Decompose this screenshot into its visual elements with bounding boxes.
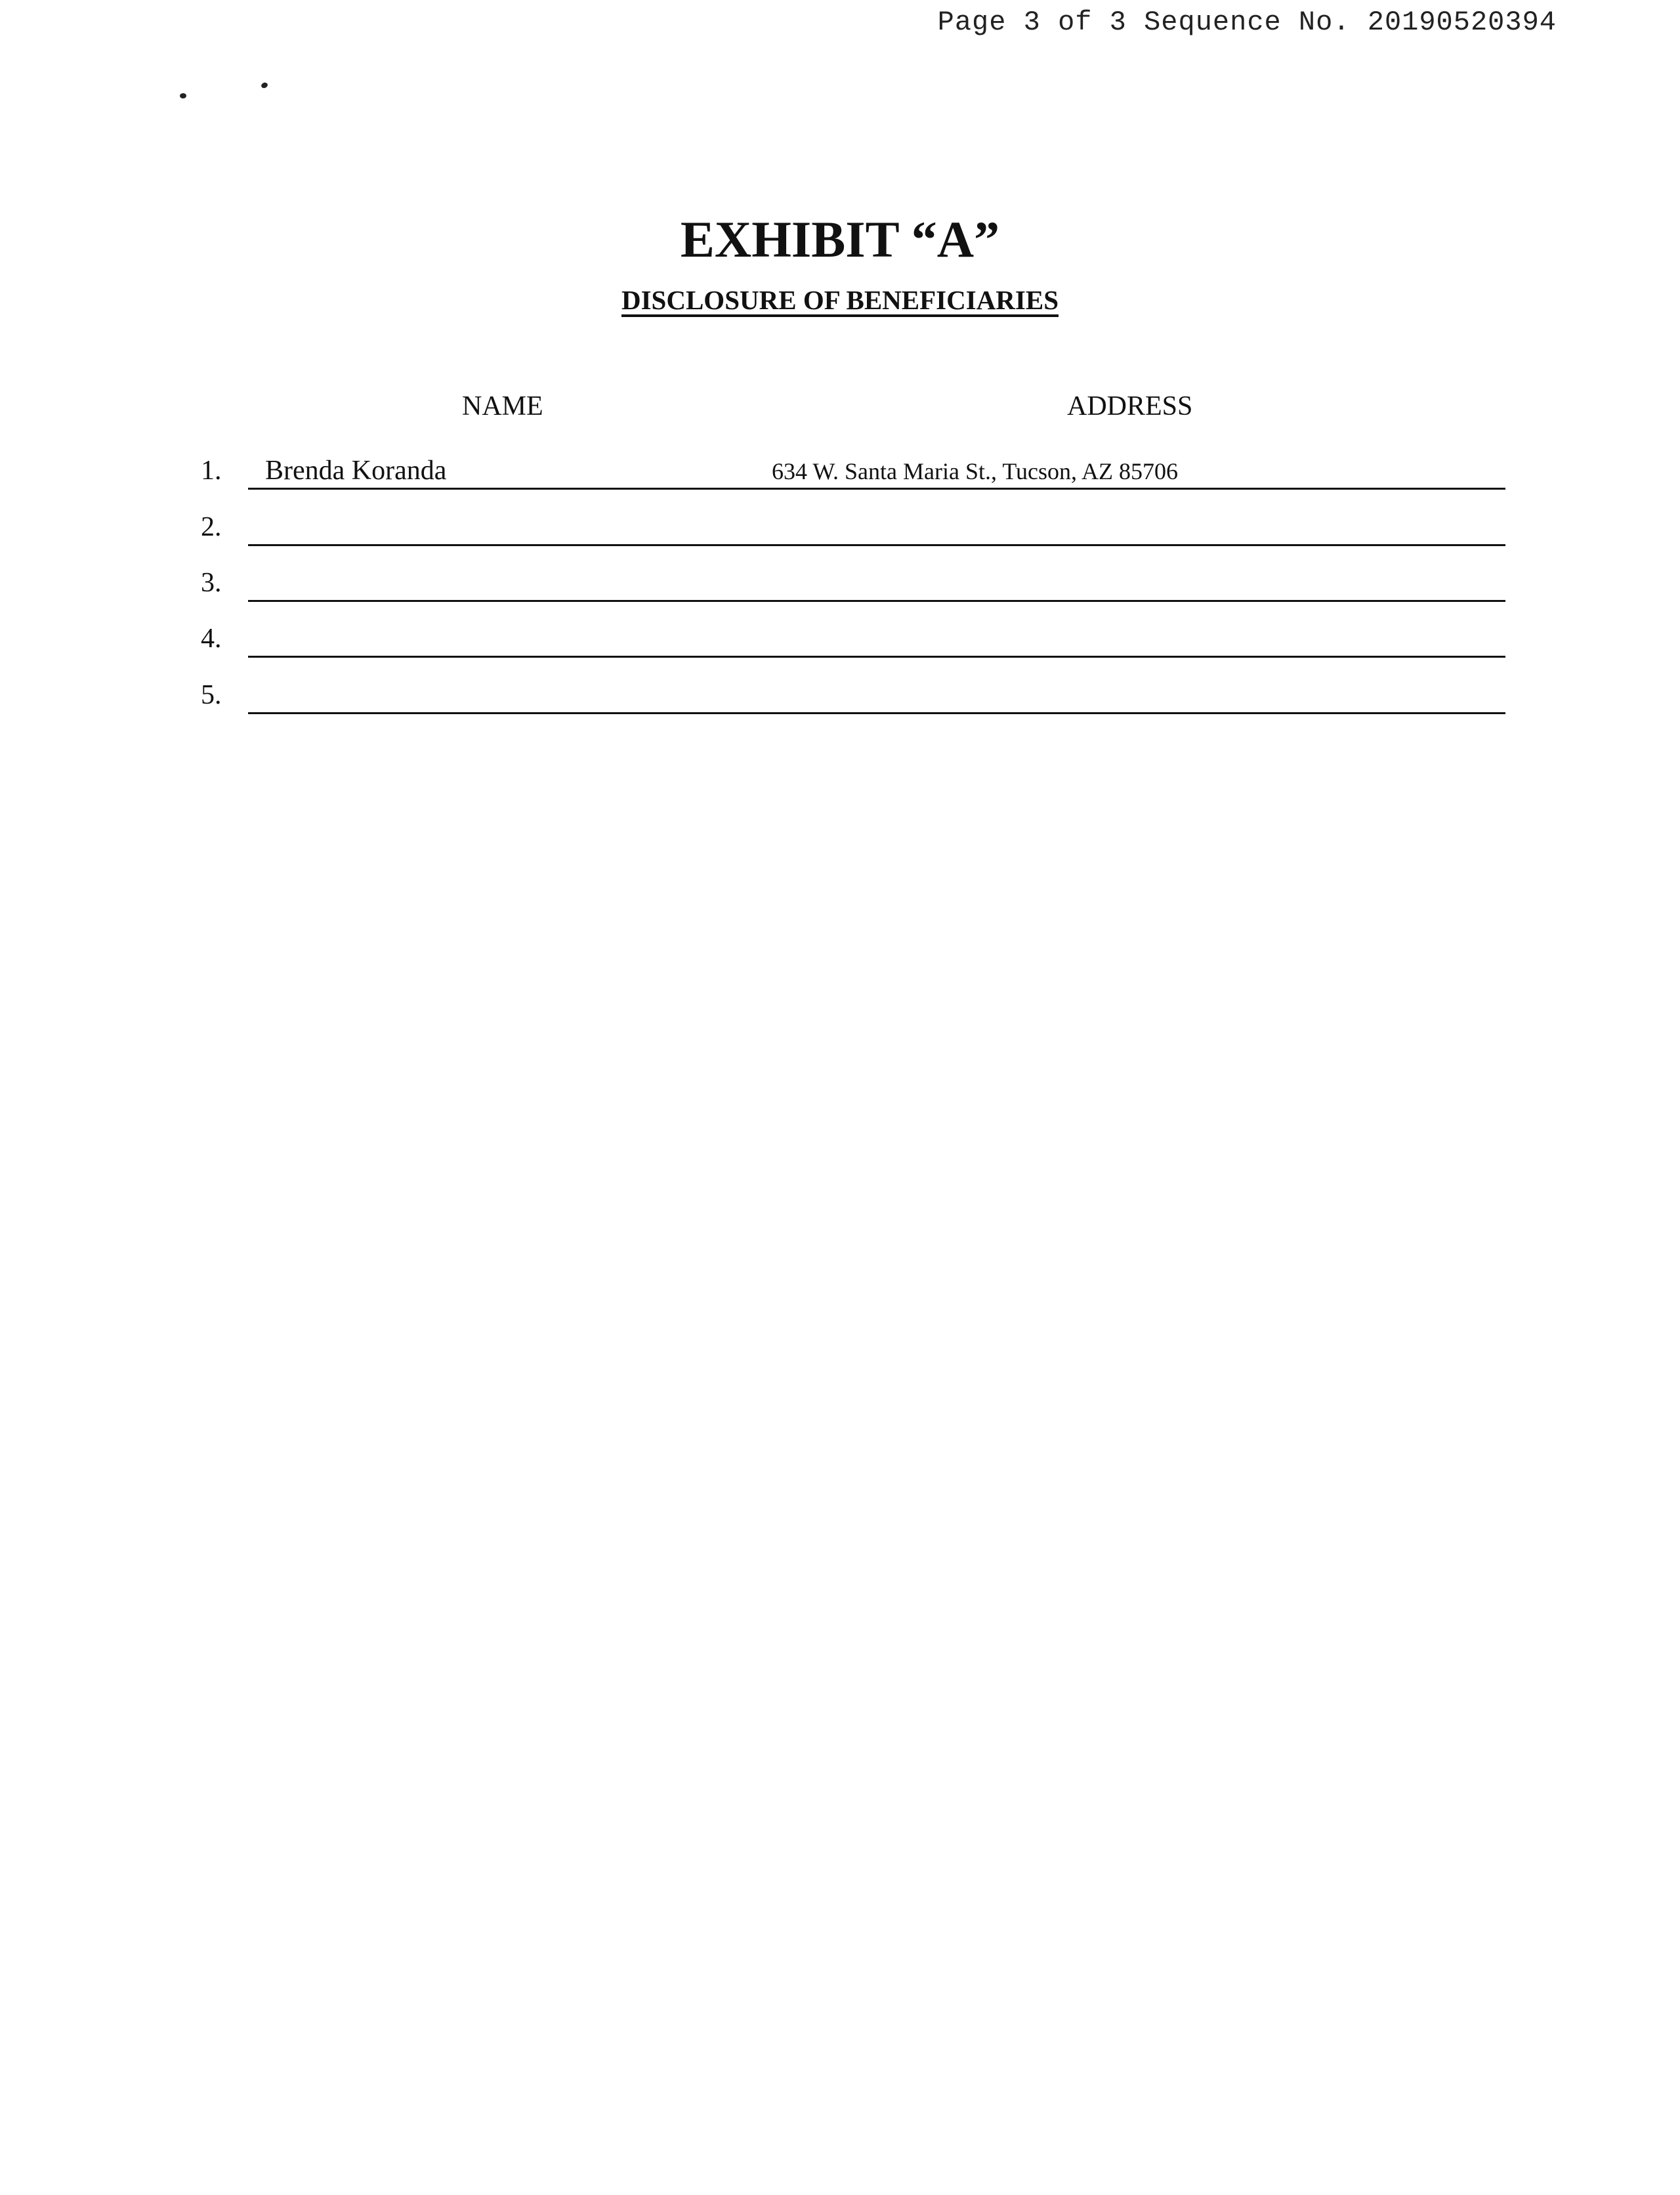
exhibit-title: EXHIBIT “A” (680, 211, 1000, 268)
fill-in-line (248, 600, 1505, 602)
address-column-header: ADDRESS (1067, 391, 1193, 421)
beneficiary-row (0, 675, 1680, 714)
row-number: 5. (201, 680, 222, 710)
scan-artifact-dot (261, 81, 268, 89)
fill-in-line (248, 712, 1505, 714)
beneficiary-row (0, 618, 1680, 658)
row-number: 1. (201, 456, 222, 486)
fill-in-line (248, 544, 1505, 546)
fill-in-line (248, 656, 1505, 658)
beneficiary-row (0, 563, 1680, 602)
name-column-header: NAME (462, 391, 543, 421)
beneficiary-name: Brenda Koranda (265, 456, 447, 486)
scan-artifact-dot (180, 93, 186, 98)
row-number: 4. (201, 624, 222, 654)
page-sequence-stamp: Page 3 of 3 Sequence No. 20190520394 (937, 7, 1557, 38)
beneficiary-row (0, 450, 1680, 490)
beneficiary-row (0, 507, 1680, 546)
row-number: 3. (201, 568, 222, 598)
beneficiary-address: 634 W. Santa Maria St., Tucson, AZ 85706 (772, 458, 1179, 484)
row-number: 2. (201, 512, 222, 542)
fill-in-line (248, 488, 1505, 490)
exhibit-subtitle: DISCLOSURE OF BENEFICIARIES (621, 285, 1059, 315)
